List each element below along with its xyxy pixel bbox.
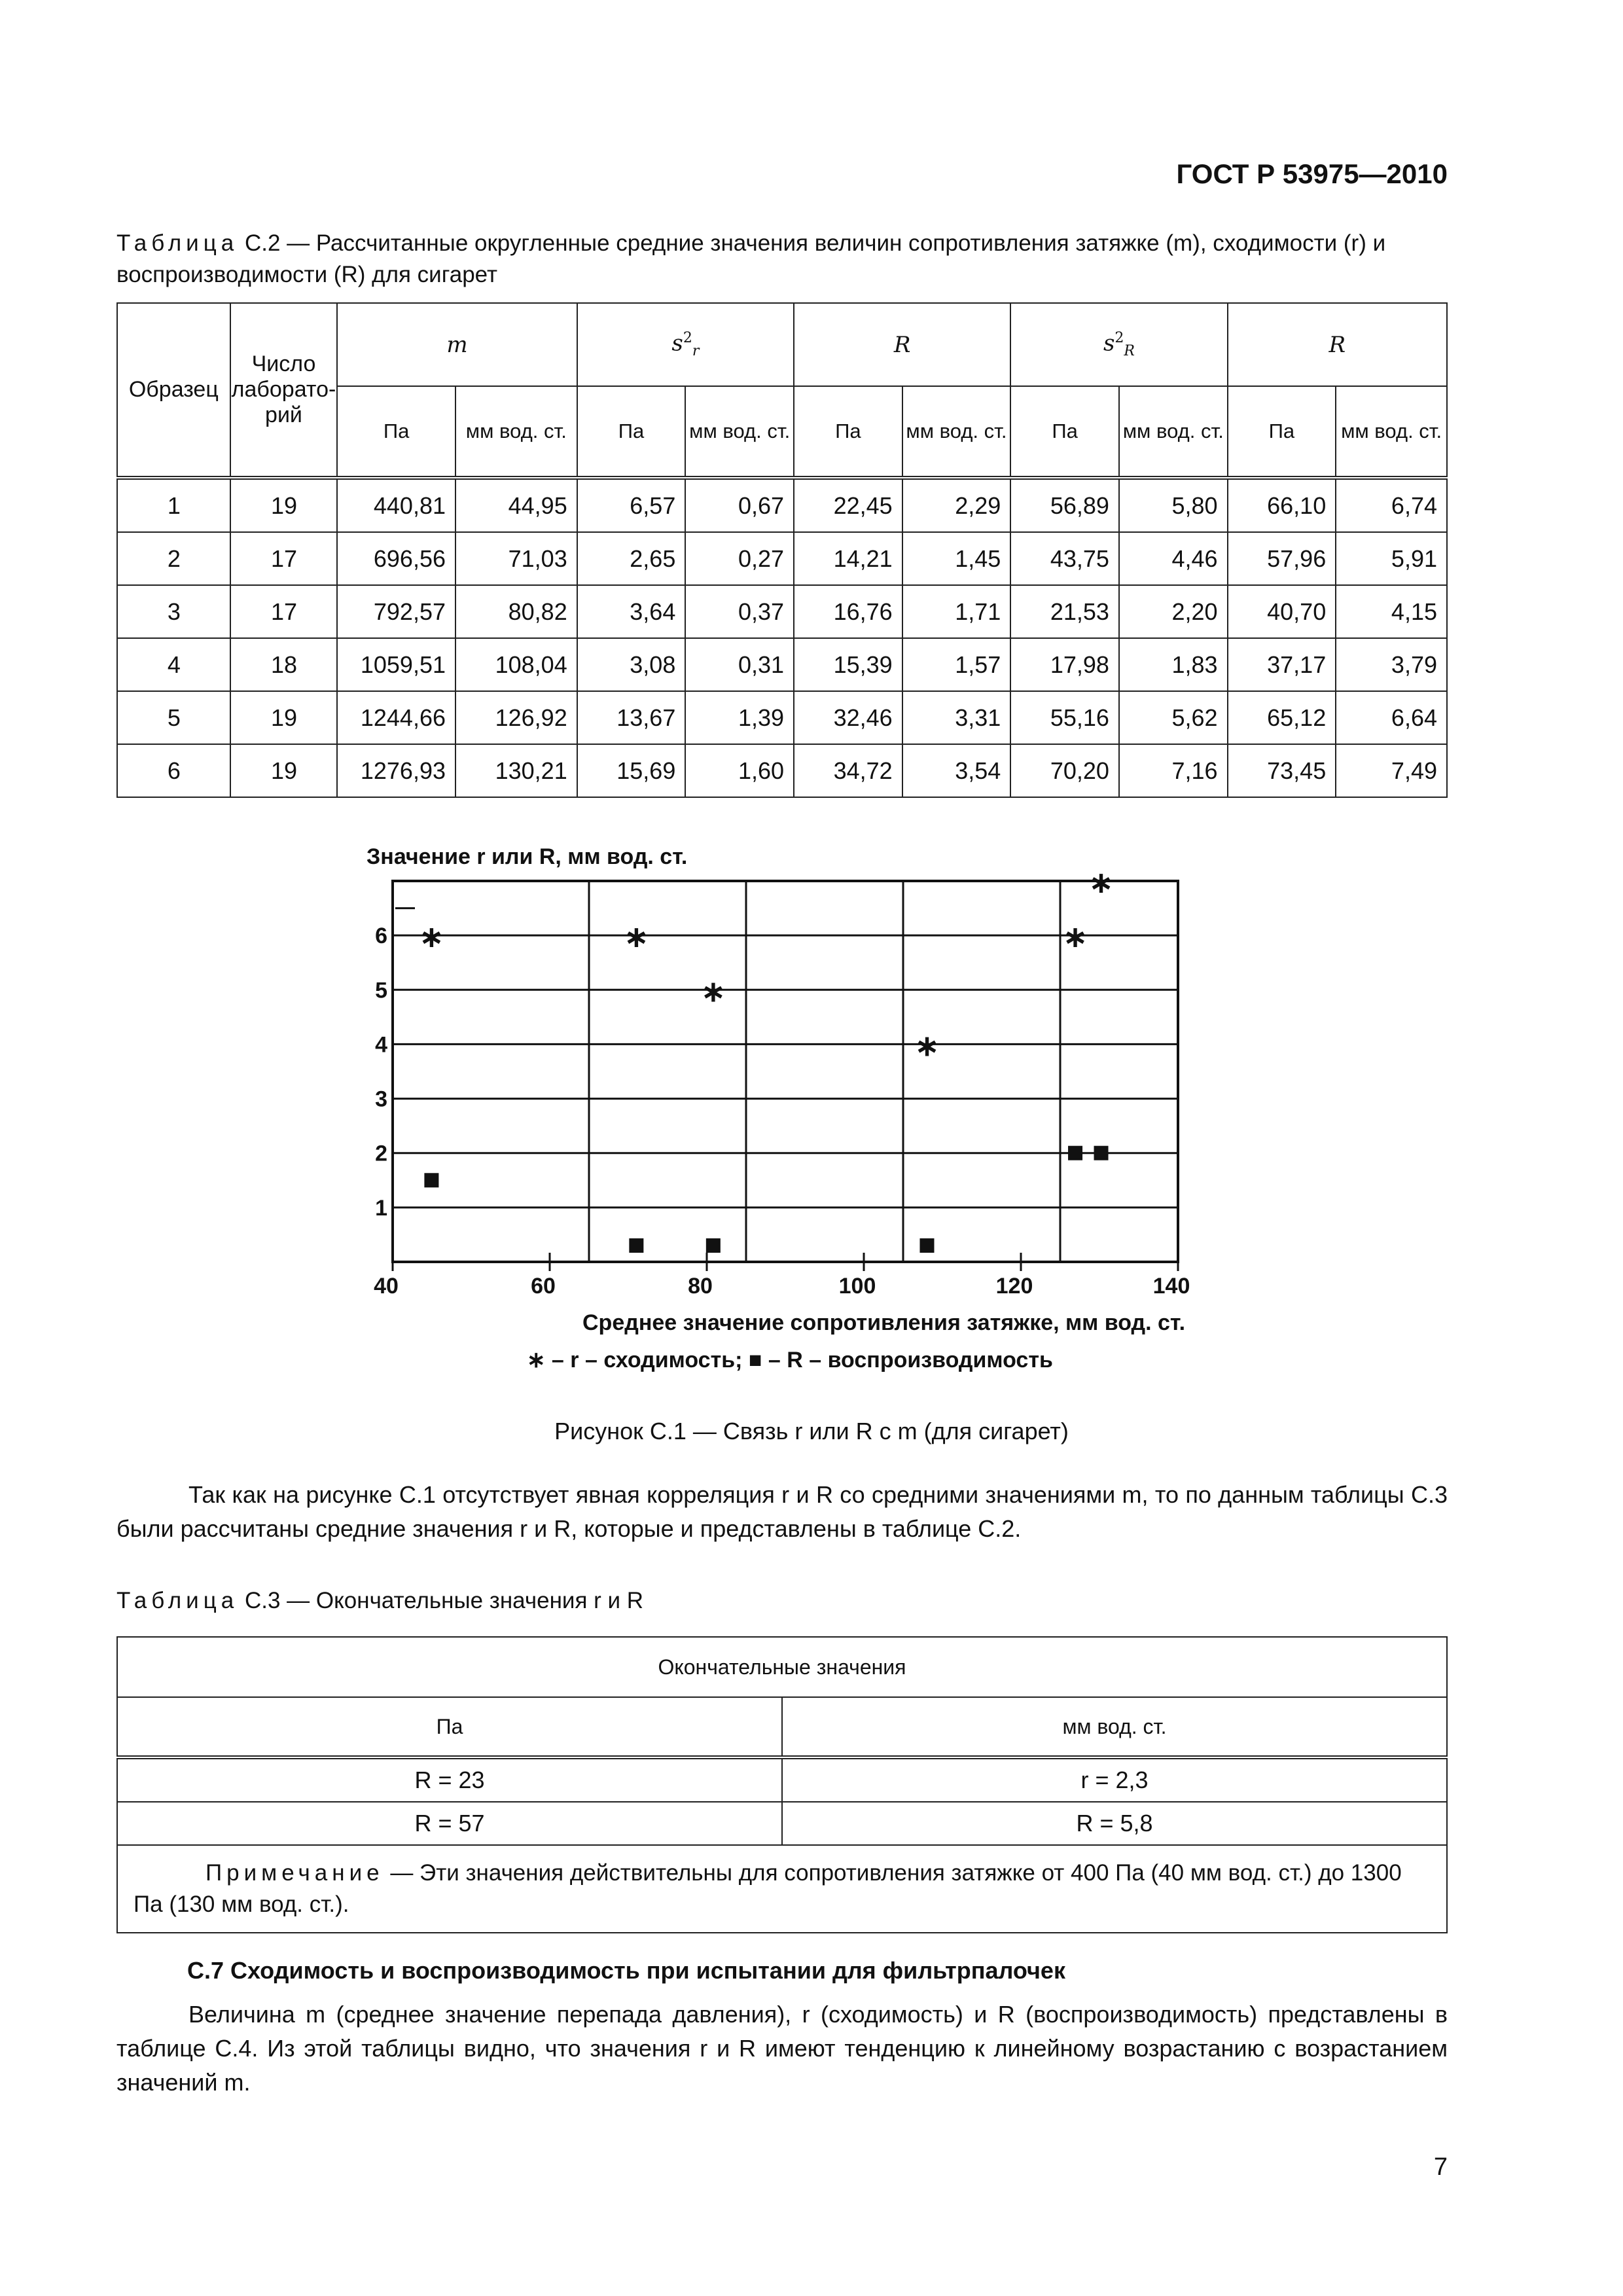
table-cell: 55,16 — [1010, 691, 1119, 744]
table-cell: 3,64 — [577, 585, 686, 638]
y-tick-label: 6 — [375, 924, 387, 949]
table-cell: 22,45 — [794, 478, 902, 532]
unit-mm: мм вод. ст. — [1119, 386, 1228, 478]
header-r-repeat: R — [794, 303, 1010, 386]
table-cell: 65,12 — [1228, 691, 1336, 744]
table-cell: 16,76 — [794, 585, 902, 638]
y-tick-label: 3 — [375, 1086, 387, 1112]
repeatability-marker: ∗ — [700, 973, 726, 1009]
reproducibility-marker — [424, 1173, 438, 1187]
unit-pa: Па — [1010, 386, 1119, 478]
paragraph-1: Так как на рисунке С.1 отсутствует явная корреляция r и R со средними значениями m, то по данным таблицы С.3 были рассчитаны средние значения r и R, которые и представлены в таблице С.2. — [116, 1481, 1448, 1542]
unit-pa: Па — [794, 386, 902, 478]
table-cell: 5 — [117, 691, 230, 744]
table-cell: 1059,51 — [337, 638, 455, 691]
table-cell: 0,27 — [685, 532, 794, 585]
table3-cell: R = 5,8 — [782, 1802, 1447, 1845]
unit-pa: Па — [337, 386, 455, 478]
table-cell: 44,95 — [455, 478, 577, 532]
table-cell: 1,57 — [902, 638, 1011, 691]
table-cell: 34,72 — [794, 744, 902, 797]
table2-caption — [116, 228, 1445, 291]
table-cell: 6 — [117, 744, 230, 797]
table-cell: 4,15 — [1336, 585, 1447, 638]
table-cell: 17,98 — [1010, 638, 1119, 691]
y-tick-label: 2 — [375, 1141, 387, 1166]
table-cell: 21,53 — [1010, 585, 1119, 638]
repeatability-marker: ∗ — [1088, 865, 1114, 900]
sr-sub: r — [692, 343, 700, 360]
table-cell: 14,21 — [794, 532, 902, 585]
note-prefix: Примечание — [205, 1860, 384, 1886]
table-cell: 696,56 — [337, 532, 455, 585]
y-tick-label: 1 — [375, 1195, 387, 1221]
table3-caption-text: С.3 — Окончательные значения r и R — [238, 1588, 644, 1613]
chart-legend: ∗ – r – сходимость; ■ – R – воспроизводимость — [527, 1348, 1053, 1372]
figure-caption: Рисунок С.1 — Связь r или R с m (для сигарет) — [554, 1418, 1069, 1444]
header-sample: Образец — [117, 303, 230, 478]
table-row — [117, 691, 1447, 744]
table-cell: 17 — [230, 585, 338, 638]
unit-mm: мм вод. ст. — [685, 386, 794, 478]
table-cell: 73,45 — [1228, 744, 1336, 797]
header-labs: Число лабораторий — [230, 303, 338, 478]
table-cell: 37,17 — [1228, 638, 1336, 691]
chart-y-label: Значение r или R, мм вод. ст. — [366, 844, 688, 869]
table-cell: 3 — [117, 585, 230, 638]
table-cell: 2,29 — [902, 478, 1011, 532]
unit-pa: Па — [577, 386, 686, 478]
table-row — [117, 638, 1447, 691]
table-cell: 108,04 — [455, 638, 577, 691]
table-cell: 18 — [230, 638, 338, 691]
sR-sub: R — [1124, 343, 1135, 360]
table-cell: 1,60 — [685, 744, 794, 797]
table3-head: Окончательные значения — [117, 1637, 1447, 1697]
header-m: m — [337, 303, 577, 386]
table-cell: 3,54 — [902, 744, 1011, 797]
table-c2-body — [117, 478, 1447, 797]
table-cell: 1244,66 — [337, 691, 455, 744]
unit-mm: мм вод. ст. — [455, 386, 577, 478]
table3-cell: r = 2,3 — [782, 1757, 1447, 1802]
repeatability-marker: ∗ — [624, 919, 649, 955]
table-cell: 57,96 — [1228, 532, 1336, 585]
table-cell: 1,71 — [902, 585, 1011, 638]
header-sr2 — [577, 303, 794, 386]
table-cell: 5,80 — [1119, 478, 1228, 532]
table-cell: 130,21 — [455, 744, 577, 797]
table3-caption — [116, 1585, 1445, 1617]
reproducibility-marker — [1068, 1146, 1082, 1160]
table-cell: 56,89 — [1010, 478, 1119, 532]
table-cell: 5,91 — [1336, 532, 1447, 585]
table3-col-mm: мм вод. ст. — [782, 1697, 1447, 1757]
sr-sup: 2 — [683, 329, 692, 346]
table-c2 — [116, 302, 1448, 798]
table-cell: 440,81 — [337, 478, 455, 532]
reproducibility-marker — [1094, 1146, 1109, 1160]
table-cell: 71,03 — [455, 532, 577, 585]
table-cell: 80,82 — [455, 585, 577, 638]
table-cell: 1,45 — [902, 532, 1011, 585]
table-cell: 7,49 — [1336, 744, 1447, 797]
table-cell: 7,16 — [1119, 744, 1228, 797]
document-header: ГОСТ Р 53975—2010 — [1176, 158, 1448, 189]
table-cell: 0,31 — [685, 638, 794, 691]
y-tick-label: 5 — [375, 978, 387, 1003]
y-tick-label: 4 — [375, 1032, 387, 1058]
x-tick-label: 80 — [688, 1274, 713, 1299]
table3-note — [117, 1845, 1447, 1933]
table3-caption-prefix: Таблица — [116, 1588, 239, 1613]
table-cell: 43,75 — [1010, 532, 1119, 585]
table2-caption-prefix: Таблица — [116, 230, 239, 256]
table-cell: 1,83 — [1119, 638, 1228, 691]
x-tick-label: 140 — [1152, 1274, 1190, 1299]
table-cell: 4,46 — [1119, 532, 1228, 585]
table-cell: 13,67 — [577, 691, 686, 744]
table-cell: 126,92 — [455, 691, 577, 744]
table-cell: 3,79 — [1336, 638, 1447, 691]
table-cell: 1,39 — [685, 691, 794, 744]
table-cell: 3,08 — [577, 638, 686, 691]
table-cell: 19 — [230, 478, 338, 532]
table-c3 — [116, 1636, 1448, 1933]
chart-x-label: Среднее значение сопротивления затяжке, мм вод. ст. — [582, 1310, 1186, 1335]
table-row — [117, 744, 1447, 797]
table-cell: 0,37 — [685, 585, 794, 638]
repeatability-marker: ∗ — [914, 1028, 940, 1064]
table-cell: 792,57 — [337, 585, 455, 638]
table-cell: 6,64 — [1336, 691, 1447, 744]
table3-cell: R = 23 — [117, 1757, 782, 1802]
section-title: С.7 Сходимость и воспроизводимость при испытании для фильтрпалочек — [187, 1957, 1065, 1984]
table-cell: 2 — [117, 532, 230, 585]
table-row — [117, 478, 1447, 532]
unit-mm: мм вод. ст. — [1336, 386, 1447, 478]
header-R-reprod: R — [1228, 303, 1447, 386]
reproducibility-marker — [919, 1238, 934, 1253]
table-row — [117, 532, 1447, 585]
figure-c1 — [366, 844, 1217, 1407]
table3-col-pa: Па — [117, 1697, 782, 1757]
reproducibility-marker — [629, 1238, 643, 1253]
table-cell: 2,20 — [1119, 585, 1228, 638]
note-text: — Эти значения действительны для сопротивления затяжке от 400 Па (40 мм вод. ст.) до 1300 Па (130 мм вод. ст.). — [134, 1860, 1402, 1917]
reproducibility-marker — [706, 1238, 721, 1253]
table-cell: 3,31 — [902, 691, 1011, 744]
repeatability-marker: ∗ — [419, 919, 444, 955]
table-cell: 4 — [117, 638, 230, 691]
table-cell: 66,10 — [1228, 478, 1336, 532]
table-cell: 2,65 — [577, 532, 686, 585]
table3-cell: R = 57 — [117, 1802, 782, 1845]
unit-mm: мм вод. ст. — [902, 386, 1011, 478]
table-cell: 15,39 — [794, 638, 902, 691]
section-body: Величина m (среднее значение перепада давления), r (сходимость) и R (воспроизводимость) представлены в таблице С.4. Из этой таблицы видно, что значения r и R имеют тенденцию к линейному возрастанию с возрастанием значений m. — [116, 2001, 1448, 2096]
x-tick-label: 40 — [374, 1274, 399, 1299]
table-row — [117, 585, 1447, 638]
x-tick-label: 120 — [995, 1274, 1033, 1299]
table-cell: 17 — [230, 532, 338, 585]
table-cell: 5,62 — [1119, 691, 1228, 744]
x-tick-label: 60 — [531, 1274, 556, 1299]
table-cell: 19 — [230, 744, 338, 797]
header-sR2 — [1010, 303, 1227, 386]
unit-pa: Па — [1228, 386, 1336, 478]
table2-caption-text: С.2 — Рассчитанные округленные средние значения величин сопротивления затяжке (m), сходимости (r) и воспроизводимости (R) для сигарет — [116, 230, 1386, 287]
sr-base: s — [671, 330, 683, 357]
x-tick-label: 100 — [838, 1274, 876, 1299]
sR-base: s — [1103, 330, 1115, 357]
table-cell: 40,70 — [1228, 585, 1336, 638]
page-number: 7 — [1433, 2153, 1448, 2181]
table-cell: 1 — [117, 478, 230, 532]
repeatability-marker: ∗ — [1062, 919, 1088, 955]
table-cell: 15,69 — [577, 744, 686, 797]
table-cell: 6,57 — [577, 478, 686, 532]
table-cell: 19 — [230, 691, 338, 744]
table-cell: 0,67 — [685, 478, 794, 532]
table-cell: 32,46 — [794, 691, 902, 744]
sR-sup: 2 — [1115, 329, 1124, 346]
table-cell: 1276,93 — [337, 744, 455, 797]
table-cell: 6,74 — [1336, 478, 1447, 532]
table-cell: 70,20 — [1010, 744, 1119, 797]
